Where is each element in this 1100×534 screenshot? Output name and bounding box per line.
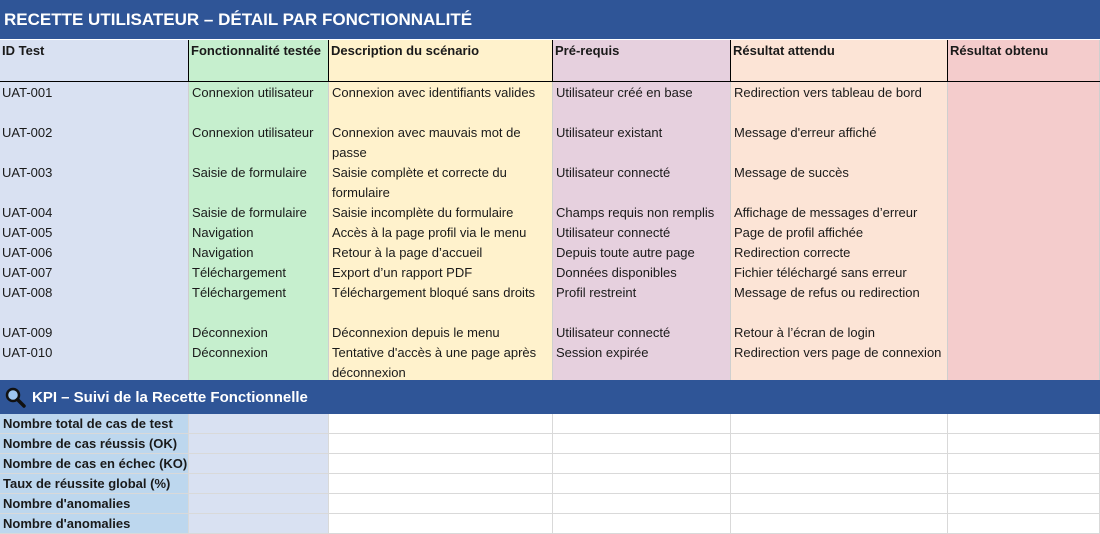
- table-row: [0, 221, 1100, 241]
- cell-id[interactable]: UAT-001: [2, 85, 53, 100]
- cell-obtained[interactable]: [948, 121, 1100, 161]
- kpi-value[interactable]: [189, 454, 329, 474]
- cell-expected[interactable]: Message d'erreur affiché: [734, 125, 877, 140]
- kpi-cell[interactable]: [553, 514, 731, 534]
- cell-expected[interactable]: Retour à l’écran de login: [734, 325, 875, 340]
- kpi-row: [0, 474, 1100, 494]
- cell-prerequisite[interactable]: Session expirée: [556, 345, 649, 360]
- cell-id[interactable]: UAT-003: [2, 165, 53, 180]
- cell-id[interactable]: UAT-005: [2, 225, 53, 240]
- cell-prerequisite[interactable]: Profil restreint: [556, 285, 637, 300]
- kpi-cell[interactable]: [329, 454, 553, 474]
- header-id[interactable]: ID Test: [0, 40, 189, 81]
- cell-prerequisite[interactable]: Utilisateur connecté: [556, 225, 671, 240]
- header-row: [0, 40, 1100, 82]
- cell-expected[interactable]: Redirection vers tableau de bord: [734, 85, 922, 100]
- kpi-cell[interactable]: [731, 454, 948, 474]
- test-table-body: [0, 81, 1100, 381]
- table-row: [0, 161, 1100, 201]
- kpi-cell[interactable]: [553, 414, 731, 434]
- table-row: [0, 81, 1100, 121]
- sheet-title: RECETTE UTILISATEUR – DÉTAIL PAR FONCTIONNALITÉ: [4, 9, 473, 29]
- cell-id[interactable]: UAT-006: [2, 245, 53, 260]
- kpi-cell[interactable]: [948, 454, 1100, 474]
- cell-obtained[interactable]: [948, 161, 1100, 201]
- cell-description[interactable]: Saisie complète et correcte du formulaire: [332, 165, 507, 200]
- cell-description[interactable]: Saisie incomplète du formulaire: [332, 205, 514, 220]
- kpi-cell[interactable]: [731, 494, 948, 514]
- cell-feature[interactable]: Navigation: [192, 225, 254, 240]
- cell-description[interactable]: Téléchargement bloqué sans droits: [332, 285, 536, 300]
- kpi-banner[interactable]: [0, 380, 1100, 414]
- cell-id[interactable]: UAT-004: [2, 205, 53, 220]
- kpi-row: [0, 414, 1100, 434]
- kpi-label[interactable]: Nombre total de cas de test: [0, 414, 189, 434]
- cell-description[interactable]: Déconnexion depuis le menu: [332, 325, 500, 340]
- table-row: [0, 321, 1100, 341]
- kpi-cell[interactable]: [329, 434, 553, 454]
- cell-expected[interactable]: Affichage de messages d’erreur: [734, 205, 918, 220]
- header-description[interactable]: Description du scénario: [329, 40, 553, 81]
- cell-expected[interactable]: Page de profil affichée: [734, 225, 864, 240]
- kpi-row: [0, 494, 1100, 514]
- cell-feature[interactable]: Connexion utilisateur: [192, 85, 314, 100]
- kpi-cell[interactable]: [553, 494, 731, 514]
- kpi-table: [0, 414, 1100, 534]
- cell-expected[interactable]: Message de refus ou redirection: [734, 285, 920, 300]
- kpi-cell[interactable]: [553, 454, 731, 474]
- cell-id[interactable]: UAT-002: [2, 125, 53, 140]
- cell-id[interactable]: UAT-008: [2, 285, 53, 300]
- kpi-row: [0, 514, 1100, 534]
- kpi-cell[interactable]: [329, 514, 553, 534]
- kpi-cell[interactable]: [948, 494, 1100, 514]
- kpi-cell[interactable]: [948, 474, 1100, 494]
- cell-feature[interactable]: Téléchargement: [192, 285, 286, 300]
- kpi-value[interactable]: [189, 494, 329, 514]
- magnifier-icon: [4, 386, 26, 408]
- kpi-cell[interactable]: [731, 514, 948, 534]
- kpi-cell[interactable]: [948, 434, 1100, 454]
- header-feature[interactable]: Fonctionnalité testée: [189, 40, 329, 81]
- cell-description[interactable]: Connexion avec mauvais mot de passe: [332, 125, 521, 160]
- cell-feature[interactable]: Connexion utilisateur: [192, 125, 314, 140]
- cell-expected[interactable]: Message de succès: [734, 165, 849, 180]
- cell-obtained[interactable]: [948, 201, 1100, 221]
- kpi-label[interactable]: Taux de réussite global (%): [0, 474, 189, 494]
- kpi-row: [0, 454, 1100, 474]
- kpi-value[interactable]: [189, 514, 329, 534]
- cell-expected[interactable]: Fichier téléchargé sans erreur: [734, 265, 907, 280]
- kpi-value[interactable]: [189, 414, 329, 434]
- cell-description[interactable]: Retour à la page d’accueil: [332, 245, 483, 260]
- kpi-cell[interactable]: [329, 474, 553, 494]
- kpi-label[interactable]: Nombre d'anomalies: [0, 514, 189, 534]
- table-row: [0, 241, 1100, 261]
- table-row: [0, 121, 1100, 161]
- kpi-cell[interactable]: [731, 474, 948, 494]
- table-row: [0, 261, 1100, 281]
- cell-feature[interactable]: Saisie de formulaire: [192, 205, 307, 220]
- cell-id[interactable]: UAT-007: [2, 265, 53, 280]
- cell-obtained[interactable]: [948, 81, 1100, 121]
- kpi-cell[interactable]: [731, 414, 948, 434]
- cell-obtained[interactable]: [948, 321, 1100, 341]
- cell-feature[interactable]: Navigation: [192, 245, 254, 260]
- kpi-label[interactable]: Nombre d'anomalies: [0, 494, 189, 514]
- cell-feature[interactable]: Déconnexion: [192, 325, 268, 340]
- cell-prerequisite[interactable]: Champs requis non remplis: [556, 205, 715, 220]
- kpi-title: KPI – Suivi de la Recette Fonctionnelle: [32, 388, 308, 406]
- kpi-value[interactable]: [189, 434, 329, 454]
- kpi-cell[interactable]: [553, 434, 731, 454]
- kpi-value[interactable]: [189, 474, 329, 494]
- cell-obtained[interactable]: [948, 241, 1100, 261]
- cell-obtained[interactable]: [948, 281, 1100, 321]
- cell-feature[interactable]: Déconnexion: [192, 345, 268, 360]
- cell-obtained[interactable]: [948, 341, 1100, 381]
- cell-id[interactable]: UAT-009: [2, 325, 53, 340]
- cell-description[interactable]: Accès à la page profil via le menu: [332, 225, 527, 240]
- cell-id[interactable]: UAT-010: [2, 345, 53, 360]
- kpi-cell[interactable]: [948, 414, 1100, 434]
- cell-prerequisite[interactable]: Depuis toute autre page: [556, 245, 695, 260]
- header-prerequisites[interactable]: Pré-requis: [553, 40, 731, 81]
- sheet-title-banner[interactable]: [0, 0, 1100, 39]
- kpi-cell[interactable]: [329, 494, 553, 514]
- kpi-cell[interactable]: [329, 414, 553, 434]
- kpi-cell[interactable]: [948, 514, 1100, 534]
- table-row: [0, 201, 1100, 221]
- cell-prerequisite[interactable]: Données disponibles: [556, 265, 677, 280]
- header-expected[interactable]: Résultat attendu: [731, 40, 948, 81]
- kpi-label[interactable]: Nombre de cas en échec (KO): [0, 454, 189, 474]
- cell-expected[interactable]: Redirection correcte: [734, 245, 851, 260]
- cell-prerequisite[interactable]: Utilisateur existant: [556, 125, 663, 140]
- header-obtained[interactable]: Résultat obtenu: [950, 43, 1049, 58]
- cell-obtained[interactable]: [948, 221, 1100, 241]
- cell-prerequisite[interactable]: Utilisateur connecté: [556, 165, 671, 180]
- table-row: [0, 341, 1100, 381]
- cell-prerequisite[interactable]: Utilisateur créé en base: [556, 85, 693, 100]
- cell-feature[interactable]: Téléchargement: [192, 265, 286, 280]
- cell-expected[interactable]: Redirection vers page de connexion: [734, 345, 942, 360]
- kpi-cell[interactable]: [553, 474, 731, 494]
- cell-feature[interactable]: Saisie de formulaire: [192, 165, 307, 180]
- kpi-cell[interactable]: [731, 434, 948, 454]
- kpi-label[interactable]: Nombre de cas réussis (OK): [0, 434, 189, 454]
- cell-prerequisite[interactable]: Utilisateur connecté: [556, 325, 671, 340]
- cell-description[interactable]: Connexion avec identifiants valides: [332, 85, 536, 100]
- cell-obtained[interactable]: [948, 261, 1100, 281]
- cell-description[interactable]: Export d’un rapport PDF: [332, 265, 473, 280]
- table-row: [0, 281, 1100, 321]
- cell-description[interactable]: Tentative d'accès à une page après déconnexion: [332, 345, 537, 380]
- kpi-row: [0, 434, 1100, 454]
